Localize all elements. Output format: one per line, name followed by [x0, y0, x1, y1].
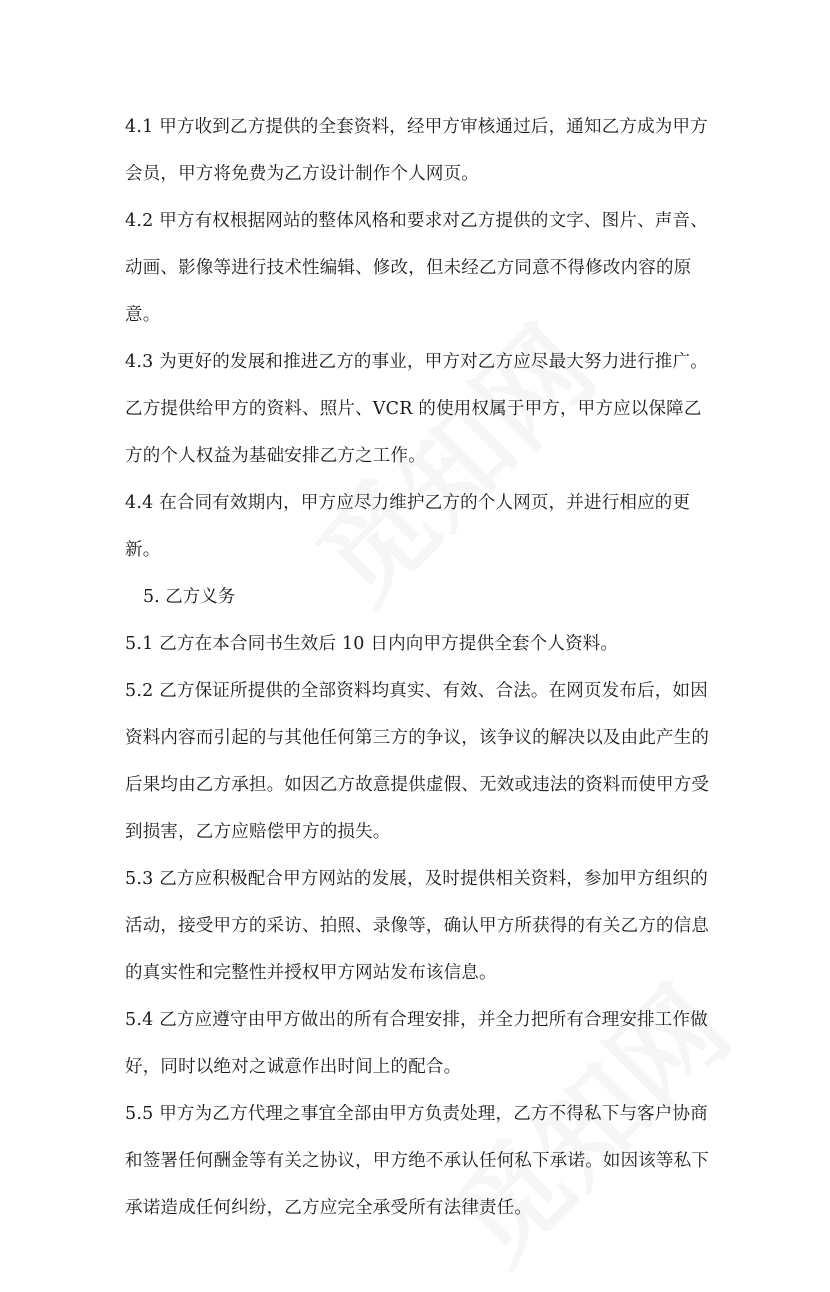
clause-5-3: 5.3 乙方应积极配合甲方网站的发展，及时提供相关资料，参加甲方组织的活动，接受甲方的采访、拍照、录像等，确认甲方所获得的有关乙方的信息的真实性和完整性并授权甲方网站发布该信息。 — [125, 869, 710, 983]
clause-5-5: 5.5 甲方为乙方代理之事宜全部由甲方负责处理，乙方不得私下与客户协商和签署任何酬金等有关之协议，甲方绝不承认任何私下承诺。如因该等私下承诺造成任何纠纷，乙方应完全承受所有法律责任。 — [125, 1104, 710, 1218]
clause-5-1: 5.1 乙方在本合同书生效后 10 日内向甲方提供全套个人资料。 — [125, 634, 619, 654]
clause-4-4: 4.4 在合同有效期内，甲方应尽力维护乙方的个人网页，并进行相应的更新。 — [125, 493, 691, 560]
clause-5-2: 5.2 乙方保证所提供的全部资料均真实、有效、合法。在网页发布后，如因资料内容而引起的与其他任何第三方的争议，该争议的解决以及由此产生的后果均由乙方承担。如因乙方故意提供虚假、无效或违法的资料而使甲方受到损害，乙方应赔偿甲方的损失。 — [125, 681, 710, 842]
clause-4-3: 4.3 为更好的发展和推进乙方的事业，甲方对乙方应尽最大努力进行推广。乙方提供给甲方的资料、照片、VCR 的使用权属于甲方，甲方应以保障乙方的个人权益为基础安排乙方之工作。 — [125, 352, 708, 466]
clause-4-1: 4.1 甲方收到乙方提供的全套资料，经甲方审核通过后，通知乙方成为甲方会员，甲方将免费为乙方设计制作个人网页。 — [125, 117, 708, 184]
clause-4-2: 4.2 甲方有权根据网站的整体风格和要求对乙方提供的文字、图片、声音、动画、影像等进行技术性编辑、修改，但未经乙方同意不得修改内容的原意。 — [125, 211, 708, 325]
clause-5-4: 5.4 乙方应遵守由甲方做出的所有合理安排，并全力把所有合理安排工作做好，同时以绝对之诚意作出时间上的配合。 — [125, 1010, 708, 1077]
document-body — [125, 104, 715, 1232]
section-heading-5: 5. 乙方义务 — [143, 587, 236, 607]
